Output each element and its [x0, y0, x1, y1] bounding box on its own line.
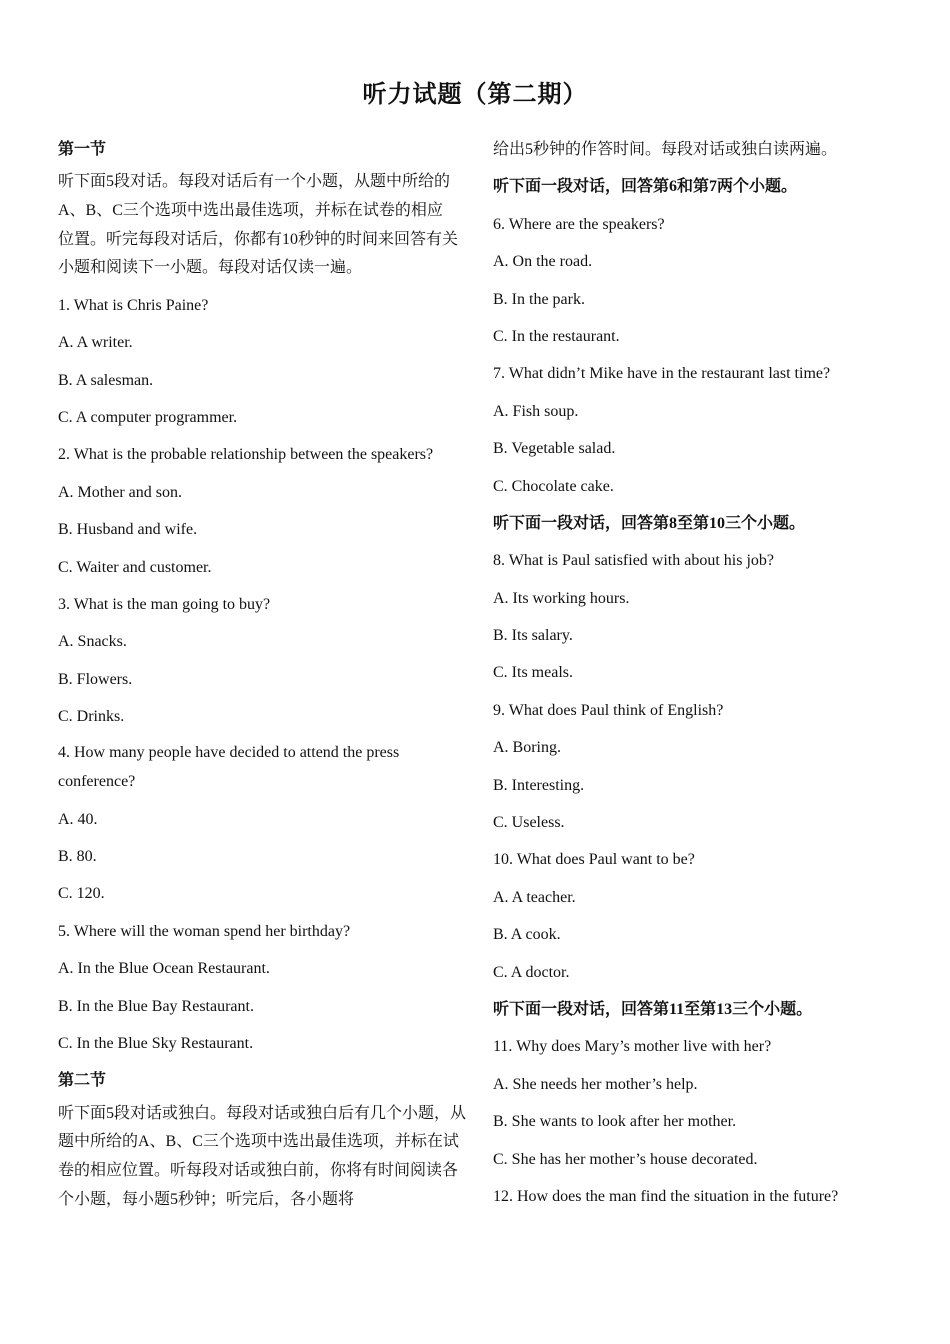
option: C. In the Blue Sky Restaurant. [58, 1034, 254, 1052]
option: C. Its meals. [493, 664, 573, 682]
left-column [58, 131, 468, 1214]
option: C. A computer programmer. [58, 408, 238, 426]
option: A. Snacks. [58, 633, 127, 651]
question: 3. What is the man going to buy? [58, 595, 271, 613]
question: 12. How does the man find the situation in the future? [493, 1187, 839, 1205]
question: 9. What does Paul think of English? [493, 701, 724, 719]
option: A. In the Blue Ocean Restaurant. [58, 960, 270, 978]
option: C. A doctor. [493, 963, 570, 981]
option: C. Useless. [493, 814, 565, 832]
option: A. She needs her mother’s help. [493, 1075, 698, 1093]
question: 4. How many people have decided to attend the press conference? [58, 744, 400, 791]
option: B. Its salary. [493, 627, 573, 645]
option: A. Mother and son. [58, 483, 182, 501]
section-heading: 第一节 [58, 141, 107, 158]
question: 11. Why does Mary’s mother live with her? [493, 1038, 772, 1056]
question: 10. What does Paul want to be? [493, 851, 695, 869]
option: C. Waiter and customer. [58, 558, 212, 576]
option: B. 80. [58, 848, 97, 866]
section-instructions-continued: 给出5秒钟的作答时间。每段对话或独白读两遍。 [493, 141, 838, 158]
question: 5. Where will the woman spend her birthday? [58, 922, 351, 940]
group-heading: 听下面一段对话，回答第11至第13三个小题。 [493, 1000, 813, 1018]
option: B. A cook. [493, 926, 561, 944]
section-instructions: 听下面5段对话或独白。每段对话或独白后有几个小题，从题中所给的A、B、C三个选项中选出最佳选项，并标在试卷的相应位置。听每段对话或独白前，你将有时间阅读各个小题，每小题5秒钟；听完后，各小题将 [58, 1104, 467, 1208]
right-column [493, 131, 893, 1215]
section-instructions: 听下面5段对话。每段对话后有一个小题，从题中所给的A、B、C三个选项中选出最佳选项，并标在试卷的相应位置。听完每段对话后，你都有10秒钟的时间来回答有关小题和阅读下一小题。每段对话仅读一遍。 [58, 173, 459, 277]
page-title: 听力试题（第二期） [362, 82, 588, 108]
option: C. Chocolate cake. [493, 477, 614, 495]
option: A. On the road. [493, 253, 593, 271]
option: A. A writer. [58, 334, 133, 352]
question: 2. What is the probable relationship between the speakers? [58, 446, 434, 464]
group-heading: 听下面一段对话，回答第8至第10三个小题。 [493, 514, 806, 532]
option: C. 120. [58, 885, 105, 903]
option: B. Flowers. [58, 670, 133, 688]
question: 7. What didn’t Mike have in the restaurant last time? [493, 365, 831, 383]
option: B. Husband and wife. [58, 521, 198, 539]
question: 1. What is Chris Paine? [58, 296, 209, 314]
question: 6. Where are the speakers? [493, 215, 665, 233]
option: C. In the restaurant. [493, 327, 620, 345]
option: B. Interesting. [493, 776, 585, 794]
option: A. Fish soup. [493, 402, 579, 420]
section-heading: 第二节 [58, 1072, 107, 1090]
question: 8. What is Paul satisfied with about his job? [493, 552, 775, 570]
option: C. She has her mother’s house decorated. [493, 1150, 758, 1168]
option: A. 40. [58, 810, 98, 828]
option: A. Boring. [493, 739, 561, 757]
group-heading: 听下面一段对话，回答第6和第7两个小题。 [493, 178, 798, 196]
option: B. She wants to look after her mother. [493, 1113, 737, 1131]
option: B. In the Blue Bay Restaurant. [58, 997, 254, 1015]
option: A. Its working hours. [493, 589, 630, 607]
option: C. Drinks. [58, 708, 125, 726]
option: B. In the park. [493, 290, 585, 308]
option: B. A salesman. [58, 371, 154, 389]
option: B. Vegetable salad. [493, 440, 616, 458]
option: A. A teacher. [493, 888, 576, 906]
